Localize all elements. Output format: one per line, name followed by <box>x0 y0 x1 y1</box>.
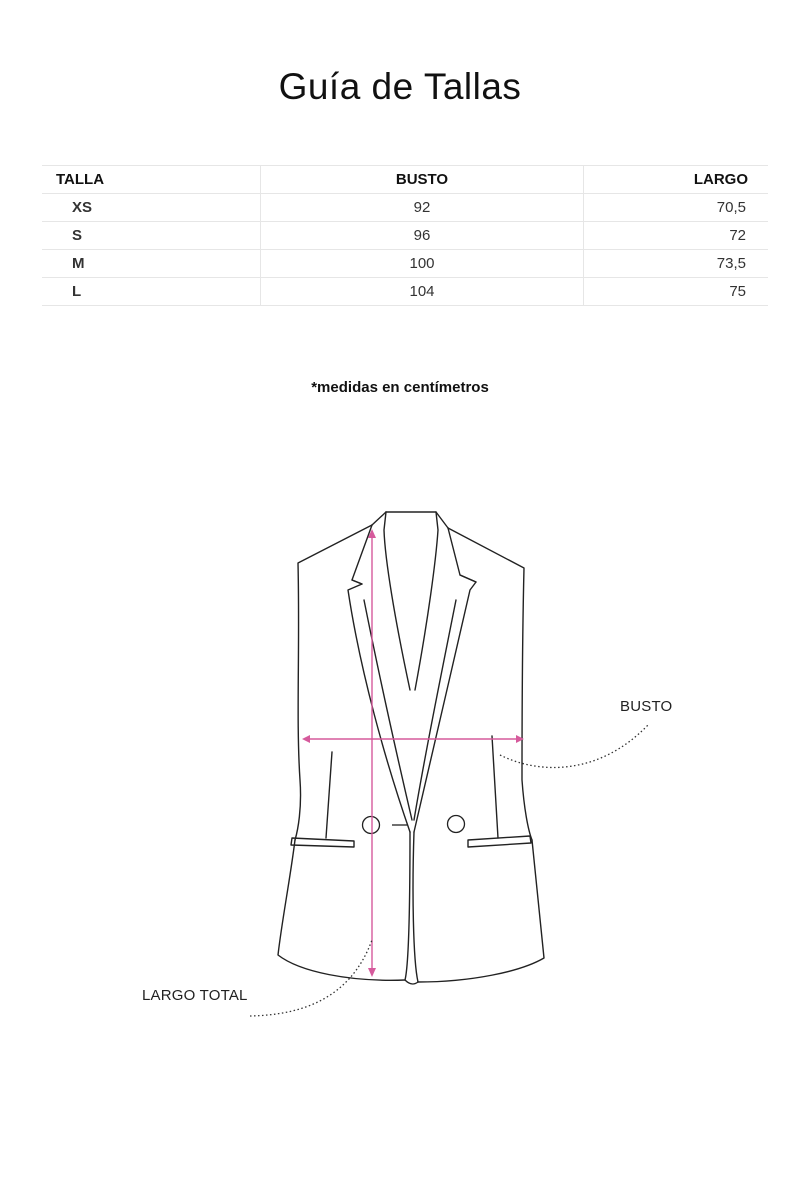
cell-talla: M <box>42 250 261 278</box>
bust-label: BUSTO <box>620 698 673 715</box>
button-left <box>363 817 380 834</box>
cell-busto: 100 <box>261 250 584 278</box>
header-busto: BUSTO <box>261 166 584 194</box>
bust-measure-line <box>302 735 524 743</box>
measurement-note: *medidas en centímetros <box>311 379 489 396</box>
cell-talla: XS <box>42 194 261 222</box>
header-largo: LARGO <box>584 166 769 194</box>
cell-talla: S <box>42 222 261 250</box>
cell-busto: 92 <box>261 194 584 222</box>
size-table <box>42 165 768 306</box>
button-right <box>448 816 465 833</box>
page-title: Guía de Tallas <box>278 66 522 107</box>
cell-largo: 72 <box>584 222 769 250</box>
table-row <box>42 250 768 278</box>
table-row <box>42 278 768 306</box>
length-measure-line <box>368 529 376 977</box>
cell-busto: 104 <box>261 278 584 306</box>
cell-talla: L <box>42 278 261 306</box>
vest-outline <box>278 512 544 984</box>
table-row <box>42 222 768 250</box>
bust-leader-line <box>500 725 648 767</box>
header-talla: TALLA <box>42 166 261 194</box>
length-leader-line <box>250 940 372 1016</box>
cell-largo: 73,5 <box>584 250 769 278</box>
cell-busto: 96 <box>261 222 584 250</box>
total-length-label: LARGO TOTAL <box>142 987 248 1004</box>
cell-largo: 75 <box>584 278 769 306</box>
table-row <box>42 194 768 222</box>
table-header-row <box>42 166 768 194</box>
cell-largo: 70,5 <box>584 194 769 222</box>
